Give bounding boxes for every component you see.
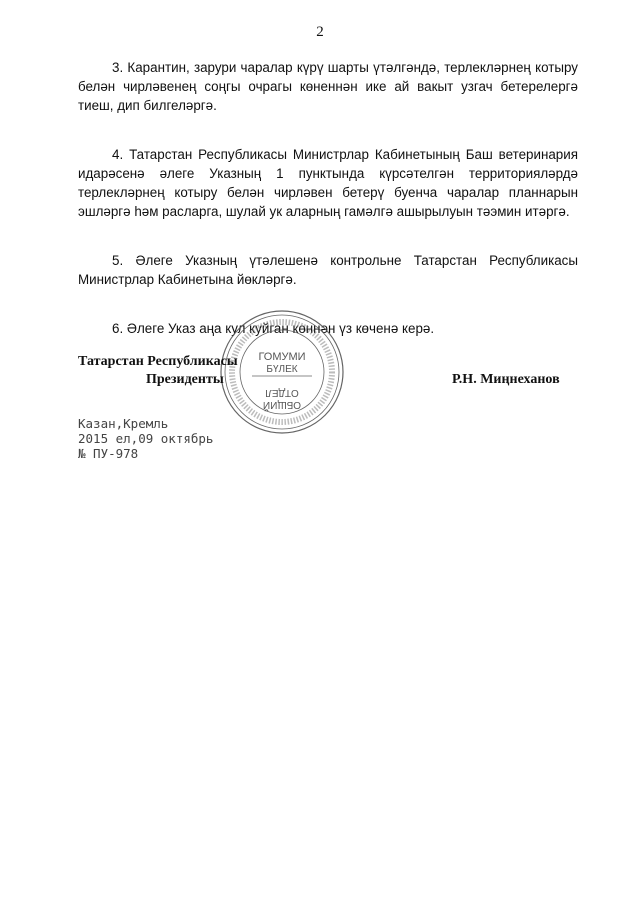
seal-bottom-text: ОТДЕЛ [265,387,299,398]
page-number: 2 [316,24,324,40]
footer-place: Казан,Кремль [78,416,169,431]
signatory-name: Р.Н. Миңнеханов [452,372,560,387]
position-line-2: Президенты [146,372,224,387]
seal-mid-text: БҮЛЕК [266,364,298,375]
footer-date: 2015 ел,09 октябрь [78,431,214,446]
seal-top-text: ГОМУМИ [258,351,306,363]
document-footer [78,416,213,461]
paragraph-5: 5. Әлеге Указның үтәлешенә контрольне Татарстан Республикасы Министрлар Кабинетына йөкләргә. [78,253,578,287]
paragraph-3: 3. Карантин, зарури чаралар күрү шарты үтәлгәндә, терлекләрнең котыру белән чирләвенең соңгы очрагы көненнән ике ай вакыт узгач бетерелергә тиеш, дип билгеләргә. [78,60,578,113]
signatory-position [78,353,238,389]
paragraph-4: 4. Татарстан Республикасы Министрлар Кабинетының Баш ветеринария идарәсенә әлеге Указның 1 пунктында күрсәтелгән территорияләрдә терлекләрнең котыру белән чирләвен бетерү буенча чаралар планнарын эшләргә һәм расларга, шулай ук аларның гамәлгә ашырылуын тәэмин итәргә. [78,147,578,219]
position-line-1: Татарстан Республикасы [78,354,238,369]
footer-number: № ПУ-978 [78,446,139,461]
paragraph-6: 6. Әлеге Указ аңа кул куйган көннән үз көченә керә. [112,321,435,336]
seal-bottom-text-2: ОБЩИЙ [262,399,302,410]
